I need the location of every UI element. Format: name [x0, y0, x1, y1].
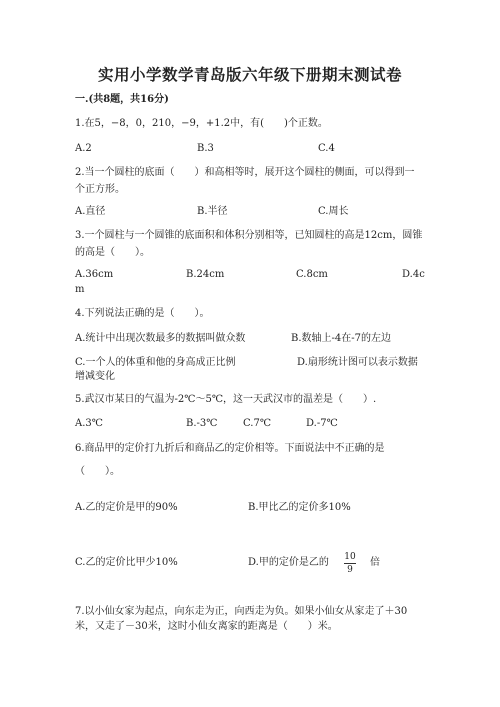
question-6-option-d-suffix: 倍 — [370, 557, 380, 568]
question-6-stem-line-1: 6.商品甲的定价打九折后和商品乙的定价相等。下面说法中不正确的是 — [75, 443, 385, 454]
page-title: 实用小学数学青岛版六年级下册期末测试卷 — [97, 65, 402, 84]
question-6-stem-line-2: （ ）。 — [75, 466, 120, 477]
fraction-numerator: 10 — [344, 552, 356, 562]
question-3-option-d-wrap: m — [75, 284, 85, 295]
question-5-option-d: D.-7℃ — [306, 418, 338, 429]
question-5-option-a: A.3℃ — [75, 418, 103, 429]
section-heading: 一.(共8题，共16分) — [75, 94, 169, 105]
question-1-option-c: C.4 — [318, 143, 335, 154]
question-1-option-b: B.3 — [197, 143, 214, 154]
question-4-option-a: A.统计中出现次数最多的数据叫做众数 — [75, 333, 246, 344]
question-3-option-b: B.24cm — [186, 269, 225, 280]
question-6-option-c: C.乙的定价比甲少10% — [75, 557, 178, 568]
question-7-stem-line-1: 7.以小仙女家为起点，向东走为正，向西走为负。如果小仙女从家走了＋30 — [75, 606, 408, 617]
question-5-stem: 5.武汉市某日的气温为-2℃～5℃，这一天武汉市的温差是（ ）. — [75, 394, 377, 405]
question-6-option-d-fraction — [344, 552, 356, 575]
question-2-option-a: A.直径 — [75, 206, 106, 217]
question-1-option-a: A.2 — [75, 143, 92, 154]
question-4-option-d-wrap: 增减变化 — [75, 371, 115, 382]
fraction-bar — [344, 563, 356, 564]
question-4-option-b: B.数轴上-4在-7的左边 — [291, 333, 392, 344]
question-5-option-b: B.-3℃ — [186, 418, 218, 429]
question-2-stem-line-1: 2.当一个圆柱的底面（ ）和高相等时，展开这个圆柱的侧面，可以得到一 — [75, 167, 415, 178]
question-7-stem-line-2: 米，又走了－30米，这时小仙女离家的距离是（ ）米。 — [75, 621, 338, 632]
question-3-option-d: D.4c — [402, 269, 425, 280]
question-3-stem-line-2: 的高是（ ）。 — [75, 247, 150, 258]
question-4-option-c: C.一个人的体重和他的身高成正比例 — [75, 357, 236, 368]
question-6-option-b: B.甲比乙的定价多10% — [248, 502, 351, 513]
question-3-option-c: C.8cm — [296, 269, 328, 280]
question-3-stem-line-1: 3.一个圆柱与一个圆锥的底面积和体积分别相等，已知圆柱的高是12cm，圆锥 — [75, 230, 423, 241]
question-2-option-c: C.周长 — [318, 206, 349, 217]
question-4-option-d: D.扇形统计图可以表示数据 — [297, 357, 418, 368]
question-4-stem: 4.下列说法正确的是（ ）。 — [75, 308, 210, 319]
question-5-option-c: C.7℃ — [243, 418, 272, 429]
question-6-option-d: D.甲的定价是乙的 — [248, 557, 329, 568]
question-3-option-a: A.36cm — [75, 269, 114, 280]
question-6-option-a: A.乙的定价是甲的90% — [75, 502, 178, 513]
question-1-stem: 1.在5，−8，0，210，−9，+1.2中，有( )个正数。 — [75, 118, 328, 129]
fraction-denominator: 9 — [347, 565, 353, 575]
question-2-option-b: B.半径 — [197, 206, 228, 217]
question-2-stem-line-2: 个正方形。 — [75, 184, 125, 195]
